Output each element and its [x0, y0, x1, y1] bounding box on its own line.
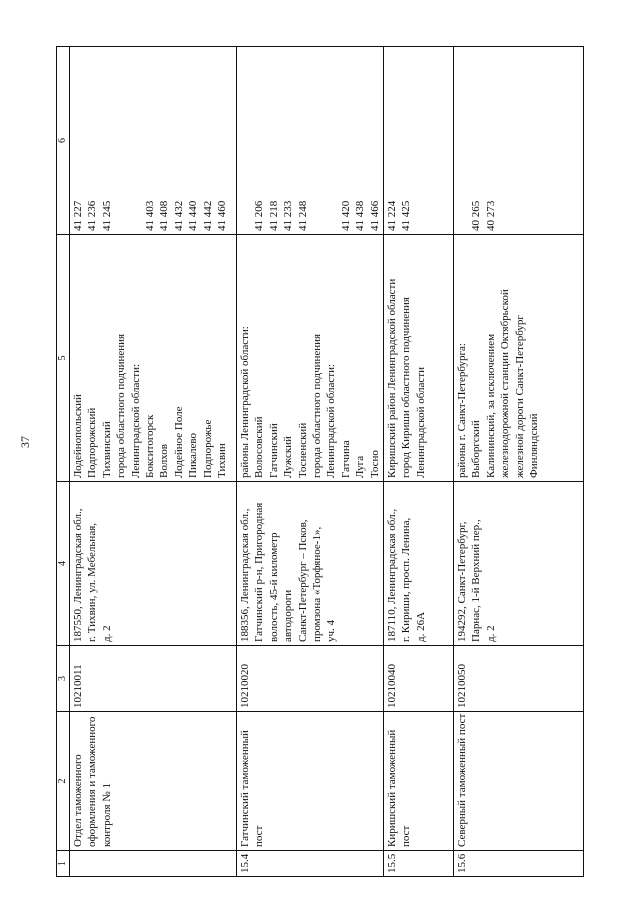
text-line: Лодейное Поле: [172, 406, 185, 478]
okato-code: 40 265: [470, 200, 483, 231]
text-line: Луга: [354, 455, 367, 478]
okato-code: [455, 50, 469, 231]
text-line: 187550, Ленинградская обл.,: [72, 508, 84, 642]
text-line: Гатчина: [339, 440, 352, 478]
okato-code: 41 420: [339, 200, 352, 231]
text-line: города областного подчинения: [311, 333, 324, 478]
table-row: [70, 47, 237, 877]
text-line: Лодейнопольский: [72, 394, 84, 478]
okato-code: 41 206: [253, 200, 266, 231]
post-name-cell: [70, 712, 237, 851]
okato-code: [310, 50, 324, 231]
header-cell-2: 2: [57, 712, 70, 851]
address-cell: [454, 482, 584, 646]
text-line: Бокситогорск: [144, 414, 157, 478]
okato-codes-cell: [384, 47, 454, 235]
service-areas-cell: [384, 235, 454, 482]
text-line: г. Тихвин, ул. Мебельная,: [86, 522, 99, 642]
text-line: Северный таможенный пост: [456, 713, 469, 847]
text-line: районы Ленинградской области:: [239, 326, 251, 478]
text-line: Тосно: [368, 450, 381, 478]
post-name-cell: [384, 712, 454, 851]
text-line: волость, 45-й километр: [267, 532, 280, 642]
text-line: д. 26А: [414, 611, 427, 642]
text-line: автодороги: [282, 589, 295, 642]
text-line: Калининский, за исключением: [484, 333, 497, 478]
text-line: Лужский: [282, 436, 295, 478]
text-line: Волосовский: [253, 416, 266, 478]
okato-code: 41 460: [216, 200, 229, 231]
header-cell-1: 1: [57, 851, 70, 877]
okato-code: 41 227: [72, 200, 84, 231]
row-number-cell: 15.5: [384, 851, 454, 877]
post-code-cell: 10210050: [454, 646, 584, 712]
text-line: пост: [400, 825, 413, 847]
okato-code: 41 440: [187, 200, 200, 231]
okato-codes-cell: [237, 47, 384, 235]
table-row: [384, 47, 454, 877]
okato-codes-cell: [70, 47, 237, 235]
text-line: Гатчинский таможенный: [239, 730, 251, 847]
okato-code: 41 403: [144, 200, 156, 231]
okato-code: 41 438: [354, 200, 367, 231]
text-line: Подпорожье: [201, 419, 214, 478]
text-line: Ленинградской области: [414, 367, 427, 478]
header-cell-5: 5: [57, 235, 70, 482]
okato-codes-cell: [454, 47, 584, 235]
text-line: Парнас, 1-й Верхний пер.,: [470, 519, 483, 642]
header-cell-6: 6: [57, 47, 70, 235]
text-line: промзона «Торфяное-1»,: [311, 526, 324, 642]
text-line: оформления и таможенного: [86, 716, 99, 847]
text-line: уч. 4: [325, 619, 338, 642]
okato-code: 41 432: [172, 200, 185, 231]
text-line: железнодорожной станции Октябрьской: [499, 289, 512, 478]
text-line: контроля № 1: [100, 782, 113, 847]
header-cell-3: 3: [57, 646, 70, 712]
header-row: [57, 47, 70, 877]
text-line: железной дороги Санкт-Петербург: [513, 315, 526, 478]
okato-code: [114, 50, 128, 231]
okato-code: 41 425: [400, 200, 413, 231]
okato-code: [129, 50, 143, 231]
text-line: Финляндский: [528, 413, 541, 478]
okato-code: 41 442: [201, 200, 214, 231]
rotated-page-content: [56, 47, 584, 877]
service-areas-cell: [70, 235, 237, 482]
text-line: Ленинградской области:: [325, 363, 338, 478]
text-line: города областного подчинения: [115, 333, 128, 478]
text-line: д. 2: [100, 625, 113, 642]
text-line: г. Кириши, просп. Ленина,: [400, 517, 413, 642]
text-line: Подпорожский: [86, 407, 99, 478]
text-line: Киришский район Ленинградской области: [386, 278, 399, 478]
post-name-cell: [454, 712, 584, 851]
text-line: Волхов: [158, 444, 171, 478]
okato-code: 41 233: [282, 200, 295, 231]
text-line: Гатчинский р-н, Пригородная: [253, 502, 266, 642]
text-line: 194292, Санкт-Петербург,: [456, 521, 469, 642]
okato-code: 41 408: [158, 200, 171, 231]
service-areas-cell: [454, 235, 584, 482]
okato-code: [324, 50, 338, 231]
post-name-cell: [237, 712, 384, 851]
text-line: Выборгский: [470, 420, 483, 478]
address-cell: [384, 482, 454, 646]
okato-code: 41 236: [86, 200, 99, 231]
header-cell-4: 4: [57, 482, 70, 646]
table-row: [237, 47, 384, 877]
okato-code: 41 466: [368, 200, 381, 231]
text-line: город Кириши областного подчинения: [400, 297, 413, 478]
text-line: д. 2: [484, 625, 497, 642]
okato-code: 41 218: [267, 200, 280, 231]
text-line: 187110, Ленинградская обл.,: [386, 508, 399, 642]
okato-code: 41 224: [386, 200, 399, 231]
post-code-cell: 10210040: [384, 646, 454, 712]
text-line: Тосненский: [296, 422, 309, 478]
service-areas-cell: [237, 235, 384, 482]
text-line: Гатчинский: [267, 423, 280, 478]
okato-code: 40 273: [484, 200, 497, 231]
text-line: Пикалево: [187, 433, 200, 478]
row-number-cell: 15.6: [454, 851, 584, 877]
address-cell: [70, 482, 237, 646]
text-line: 188356, Ленинградская обл.,: [239, 508, 251, 642]
text-line: Санкт-Петербург – Псков,: [296, 519, 309, 642]
row-number-cell: [70, 851, 237, 877]
text-line: пост: [253, 825, 266, 847]
address-cell: [237, 482, 384, 646]
okato-code: 41 245: [100, 200, 113, 231]
page-number: 37: [18, 436, 32, 448]
text-line: Ленинградской области:: [129, 363, 142, 478]
row-number-cell: 15.4: [237, 851, 384, 877]
okato-code: [238, 50, 252, 231]
text-line: Киришский таможенный: [386, 729, 399, 847]
post-code-cell: 10210020: [237, 646, 384, 712]
customs-posts-table: [56, 46, 584, 877]
text-line: Отдел таможенного: [72, 754, 84, 847]
table-row: [454, 47, 584, 877]
text-line: Тихвинский: [100, 421, 113, 478]
text-line: районы г. Санкт-Петербурга:: [456, 343, 469, 478]
text-line: Тихвин: [216, 443, 229, 478]
okato-code: 41 248: [296, 200, 309, 231]
post-code-cell: 10210011: [70, 646, 237, 712]
